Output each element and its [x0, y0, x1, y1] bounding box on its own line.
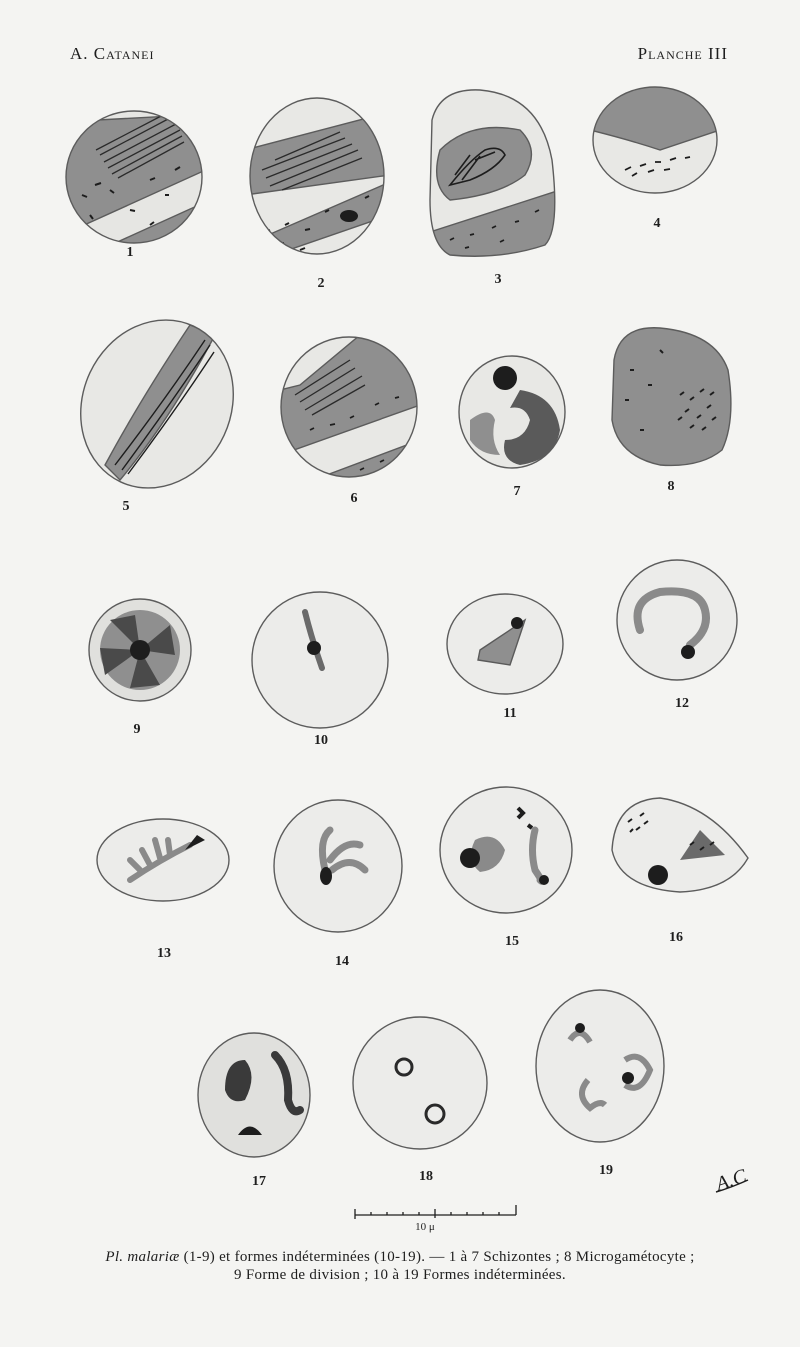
figure-label: 8 — [667, 479, 675, 494]
cell-figure-10 — [252, 592, 388, 728]
figure-label: 16 — [669, 930, 683, 945]
cell-figure-1 — [60, 100, 210, 268]
plate-number: Planche III — [637, 44, 728, 63]
cell-figure-13 — [97, 819, 229, 901]
cell-figure-4 — [590, 85, 720, 195]
artist-signature: A.C — [713, 1165, 750, 1196]
figure-label: 5 — [122, 499, 130, 514]
plate-caption — [40, 1248, 760, 1284]
cell-figure-3 — [425, 85, 560, 265]
figure-label: 17 — [252, 1174, 266, 1189]
figure-label: 18 — [419, 1169, 433, 1184]
cell-figure-17 — [198, 1033, 310, 1157]
figure-label: 12 — [675, 696, 689, 711]
cell-figure-15 — [440, 787, 572, 913]
cell-figure-7 — [459, 356, 565, 468]
figure-label: 13 — [157, 946, 171, 961]
figure-label: 7 — [513, 484, 521, 499]
cell-figure-5 — [54, 295, 261, 513]
figure-label: 11 — [503, 706, 517, 721]
caption-line-2: 9 Forme de division ; 10 à 19 Formes indéterminées. — [234, 1267, 566, 1283]
figure-label: 4 — [653, 216, 661, 231]
cell-figure-14 — [274, 800, 402, 932]
figure-label: 1 — [126, 245, 134, 260]
figure-label: 2 — [317, 276, 325, 291]
cell-figure-11 — [447, 594, 563, 694]
cell-figure-16 — [612, 798, 748, 892]
figure-label: 19 — [599, 1163, 613, 1178]
author-header: A. Catanei — [70, 44, 155, 63]
figure-label: 3 — [494, 272, 502, 287]
caption-line-1: (1-9) et formes indéterminées (10-19). — 1 à 7 Schizontes ; 8 Microgamétocyte ; — [183, 1249, 695, 1265]
scale-bar — [355, 1205, 516, 1219]
figure-label: 14 — [335, 954, 349, 969]
figure-label: 9 — [133, 722, 141, 737]
cell-figure-8 — [605, 322, 740, 472]
figure-label: 6 — [350, 491, 358, 506]
cell-figure-19 — [536, 990, 664, 1142]
cell-figure-18 — [353, 1017, 487, 1149]
caption-species: Pl. malariæ — [105, 1249, 180, 1265]
scale-bar-label: 10 μ — [415, 1221, 435, 1233]
cell-figure-12 — [617, 560, 737, 680]
figure-label: 15 — [505, 934, 519, 949]
cell-figure-6 — [280, 335, 420, 485]
cell-figure-9 — [89, 599, 191, 701]
cell-figure-2 — [245, 95, 390, 265]
figure-label: 10 — [314, 733, 328, 748]
